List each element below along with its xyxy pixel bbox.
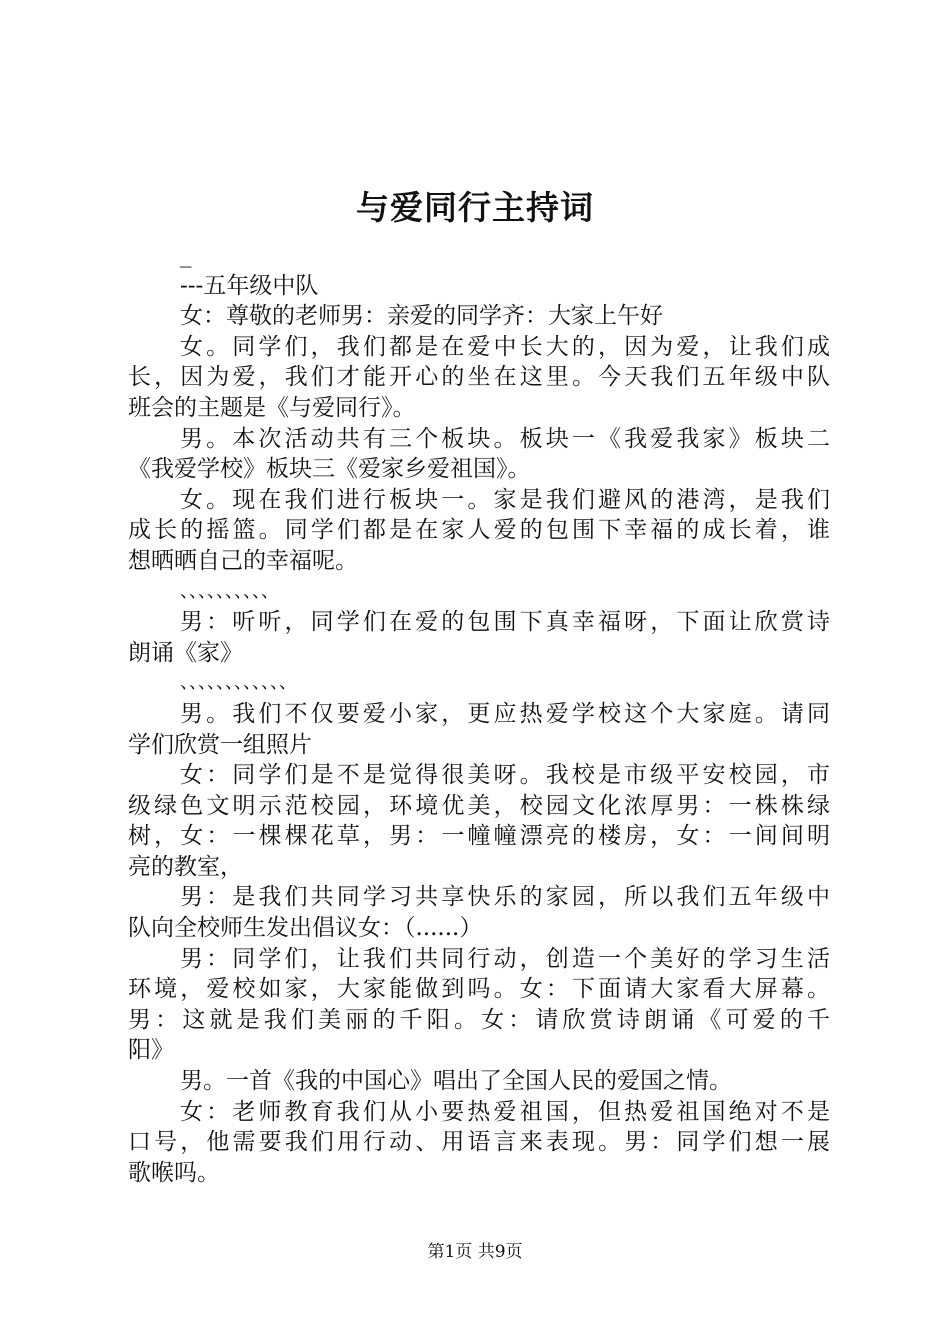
text-line: 男。一首《我的中国心》唱出了全国人民的爱国之情。 [180,1068,732,1095]
text-line: _ [180,242,192,268]
text-line: 阳》 [128,1037,174,1064]
document-title: 与爱同行主持词 [356,188,594,227]
text-line: 环境，爱校如家，大家能做到吗。女：下面请大家看大屏幕。 [128,976,830,1003]
text-line: 口号，他需要我们用行动、用语言来表现。男：同学们想一展 [128,1129,830,1156]
text-line: 想晒晒自己的幸福呢。 [128,547,358,574]
text-line: 女。同学们，我们都是在爱中长大的，因为爱，让我们成 [180,333,830,360]
document-body [128,240,830,1188]
text-line: 女。现在我们进行板块一。家是我们避风的港湾，是我们 [180,486,830,513]
text-line: 成长的摇篮。同学们都是在家人爱的包围下幸福的成长着，谁 [128,517,830,544]
text-line: 男：是我们共同学习共享快乐的家园，所以我们五年级中 [180,884,830,911]
text-line: 《我爱学校》板块三《爱家乡爱祖国》。 [128,456,531,483]
text-line: 女：老师教育我们从小要热爱祖国，但热爱祖国绝对不是 [180,1098,830,1125]
pause-marks: 、、、、、、、、、、、、 [180,672,297,694]
text-line: 女：同学们是不是觉得很美呀。我校是市级平安校园，市 [180,762,830,789]
text-line: 朗诵《家》 [128,639,243,666]
text-line: 班会的主题是《与爱同行》。 [128,394,416,421]
text-line: 男：这就是我们美丽的千阳。女：请欣赏诗朗诵《可爱的千 [128,1006,830,1033]
text-line: 亮的教室， [128,853,243,880]
pause-marks: 、、、、、、、、、、 [180,580,279,602]
text-line: 男。本次活动共有三个板块。板块一《我爱我家》板块二 [180,425,830,452]
text-line: 长，因为爱，我们才能开心的坐在这里。今天我们五年级中队 [128,364,830,391]
text-line: 队向全校师生发出倡议女：（......） [128,915,483,942]
text-line: 女：尊敬的老师男：亲爱的同学齐：大家上午好 [180,303,663,330]
text-line: 男：听听，同学们在爱的包围下真幸福呀，下面让欣赏诗 [180,609,830,636]
text-line: 男。我们不仅要爱小家，更应热爱学校这个大家庭。请同 [180,700,830,727]
text-line: 学们欣赏一组照片 [128,731,312,758]
text-line: 级绿色文明示范校园，环境优美，校园文化浓厚男：一株株绿 [128,792,830,819]
page-footer: 第1页 共9页 [427,1242,523,1262]
text-line: 树，女：一棵棵花草，男：一幢幢漂亮的楼房，女：一间间明 [128,823,830,850]
text-line: 歌喉吗。 [128,1159,220,1186]
text-line: ---五年级中队 [180,272,319,299]
text-line: 男：同学们，让我们共同行动，创造一个美好的学习生活 [180,945,830,972]
